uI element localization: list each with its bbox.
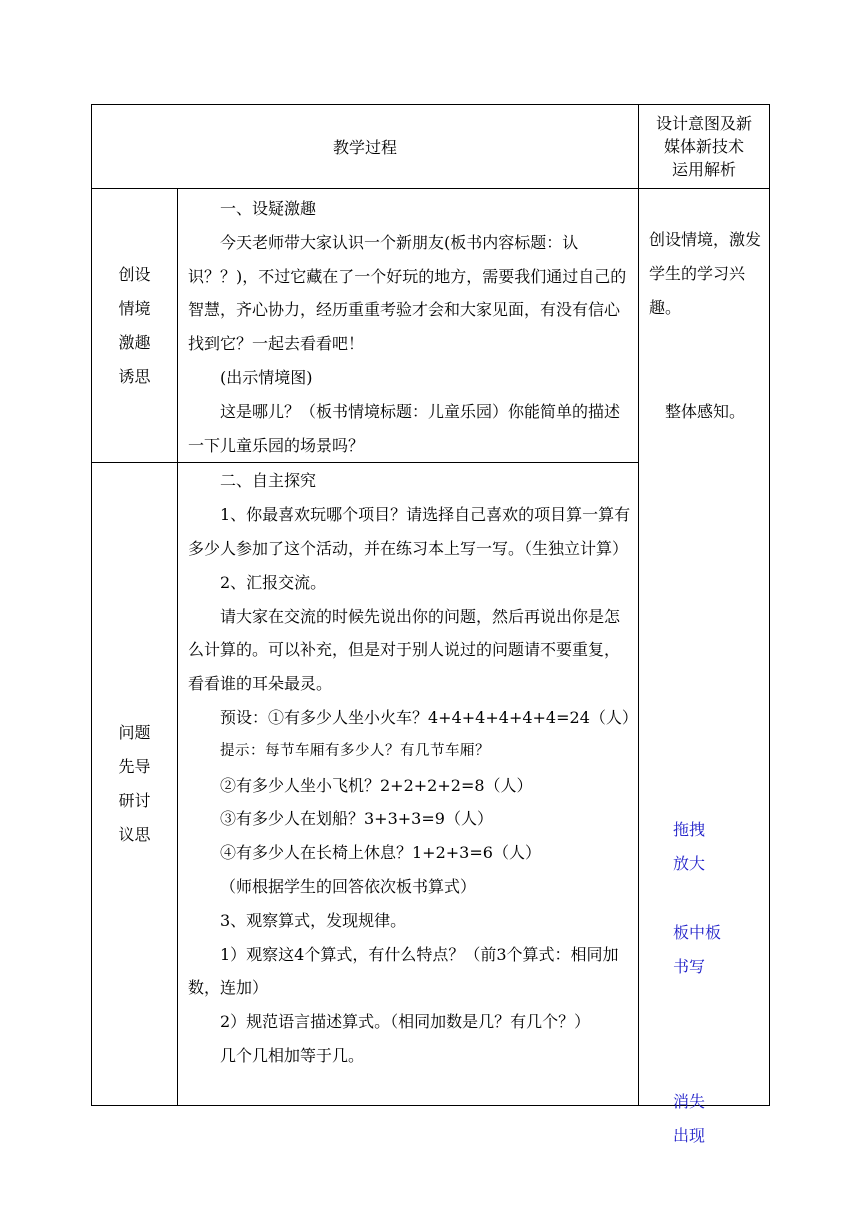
- paragraph: 预设：①有多少人坐小火车？4+4+4+4+4+4=24（人）: [220, 707, 638, 727]
- note-board-in-board: 板中板: [673, 923, 722, 942]
- stage-line: 激趣: [118, 332, 151, 352]
- paragraph: 2）规范语言描述算式。（相同加数是几？有几个？）: [220, 1012, 591, 1032]
- note-drag: 拖拽: [673, 820, 706, 839]
- stage-line: 问题: [118, 723, 151, 743]
- process-header: 教学过程: [92, 105, 639, 189]
- paragraph: 3、观察算式，发现规律。: [220, 910, 407, 930]
- stage-line: 诱思: [118, 366, 151, 386]
- paragraph: ③有多少人在划船？3+3+3=9（人）: [220, 809, 493, 829]
- header-line: 设计意图及新: [656, 114, 753, 133]
- note-appear: 出现: [673, 1126, 706, 1145]
- paragraph: 1、你最喜欢玩哪个项目？请选择自己喜欢的项目算一算有多少人参加了这个活动，并在练习本上写一写。（生独立计算）: [188, 505, 631, 558]
- section-heading: 一、设疑激趣: [220, 199, 317, 218]
- stage-line: 议思: [118, 825, 151, 845]
- note-zoom: 放大: [673, 854, 706, 873]
- header-row: [92, 105, 770, 189]
- paragraph: (出示情境图): [220, 367, 313, 387]
- section-content-situation: [178, 189, 639, 463]
- header-line: 运用解析: [672, 160, 737, 179]
- stage-line: 情境: [118, 298, 151, 318]
- design-notes-column: [639, 189, 770, 1145]
- header-line: 媒体新技术: [664, 137, 745, 156]
- paragraph: 几个几相加等于几。: [220, 1045, 365, 1065]
- paragraph: 提示：每节车厢有多少人？有几节车厢？: [220, 742, 490, 759]
- paragraph: ②有多少人坐小飞机？2+2+2+2=8（人）: [220, 775, 533, 795]
- paragraph: 1）观察这4个算式，有什么特点？（前3个算式：相同加数，连加）: [188, 944, 619, 998]
- section-heading: 二、自主探究: [220, 471, 317, 491]
- section-row-situation: [92, 189, 770, 463]
- note-writing: 书写: [673, 957, 706, 976]
- stage-line: 创设: [118, 264, 151, 284]
- stage-label-situation: [92, 189, 178, 463]
- design-intent-header: [639, 105, 770, 189]
- note-perception: 整体感知。: [665, 402, 746, 421]
- paragraph: 这是哪儿？（板书情境标题：儿童乐园）你能简单的描述一下儿童乐园的场景吗？: [188, 401, 621, 455]
- lesson-plan-table: [91, 104, 770, 1145]
- stage-label-inquiry: [92, 463, 178, 1106]
- stage-line: 研讨: [118, 791, 151, 811]
- section-content-inquiry: [178, 463, 639, 1106]
- paragraph: 今天老师带大家认识一个新朋友(板书内容标题：认识？？)，不过它藏在了一个好玩的地方，需要我们通过自己的智慧，齐心协力，经历重重考验才会和大家见面，有没有信心找到它？一起去看看吧！: [188, 232, 627, 354]
- paragraph: ④有多少人在长椅上休息？1+2+3=6（人）: [220, 843, 541, 863]
- paragraph: 2、汇报交流。: [220, 572, 327, 592]
- note-disappear: 消失: [673, 1092, 706, 1111]
- stage-line: 先导: [118, 757, 151, 777]
- paragraph: （师根据学生的回答依次板书算式）: [220, 876, 477, 896]
- note-situation: 创设情境，激发学生的学习兴趣。: [649, 230, 762, 317]
- paragraph: 请大家在交流的时候先说出你的问题，然后再说出你是怎么计算的。可以补充，但是对于别人说过的问题请不要重复，看看谁的耳朵最灵。: [188, 606, 621, 694]
